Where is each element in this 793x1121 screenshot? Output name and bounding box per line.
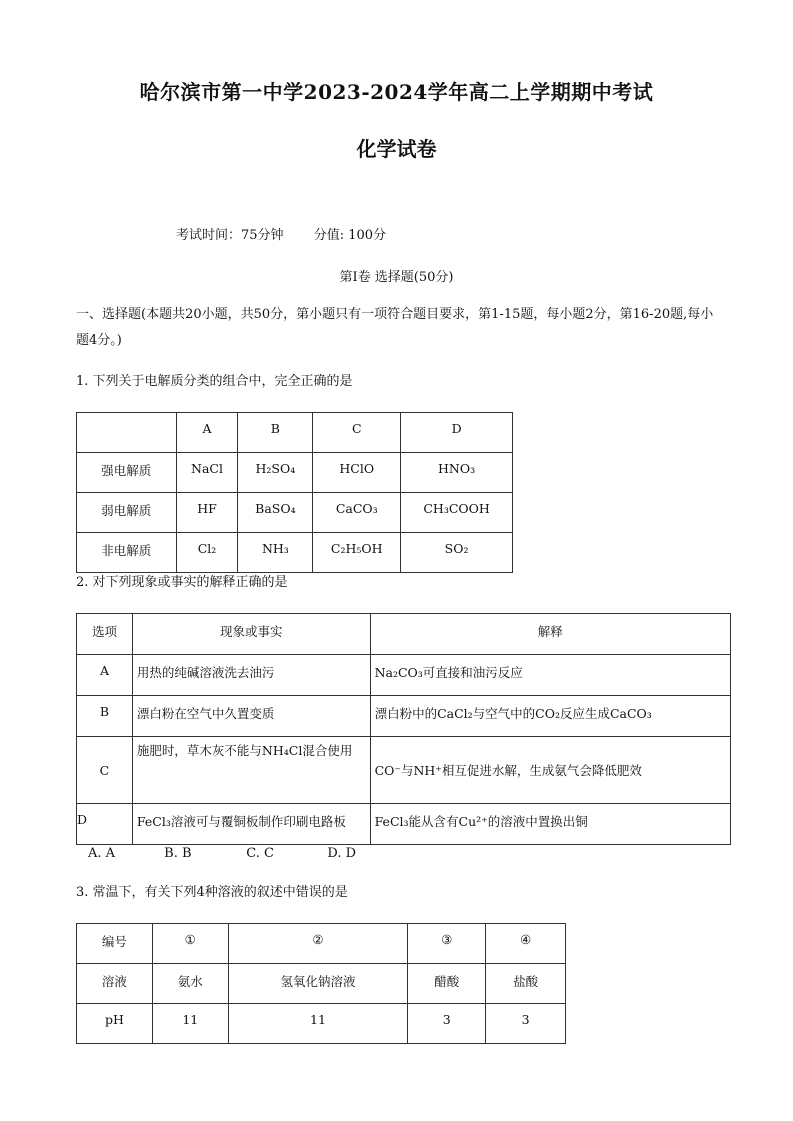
table-row xyxy=(77,696,731,737)
table-row xyxy=(77,1004,566,1044)
table-cell: 非电解质 xyxy=(77,533,177,573)
table-cell: C₂H₅OH xyxy=(313,533,401,573)
table-cell: 施肥时，草木灰不能与NH₄Cl混合使用 xyxy=(132,737,370,804)
table-cell: 氨水 xyxy=(152,964,228,1004)
exam-time: 考试时间：75分钟 xyxy=(176,228,284,243)
table-cell: Na₂CO₃可直接和油污反应 xyxy=(370,655,730,696)
table-cell: D xyxy=(401,413,513,453)
table-cell xyxy=(77,413,177,453)
choice-b: B. B xyxy=(164,846,192,861)
table-cell: 11 xyxy=(228,1004,408,1044)
table-cell: 弱电解质 xyxy=(77,493,177,533)
exam-info xyxy=(176,224,412,243)
table-cell: 3 xyxy=(486,1004,566,1044)
table-cell: CaCO₃ xyxy=(313,493,401,533)
table-header-row xyxy=(77,413,513,453)
table-cell: CO⁻与NH⁺相互促进水解，生成氨气会降低肥效 xyxy=(370,737,730,804)
choice-d: D. D xyxy=(327,846,357,861)
table-cell: 氢氧化钠溶液 xyxy=(228,964,408,1004)
table-cell: HClO xyxy=(313,453,401,493)
table-cell: D xyxy=(77,804,133,845)
table-cell: 强电解质 xyxy=(77,453,177,493)
exam-title: 哈尔滨市第一中学2023-2024学年高二上学期期中考试 xyxy=(139,80,654,104)
table-cell: C xyxy=(77,737,133,804)
table-cell: 3 xyxy=(408,1004,486,1044)
table-cell: BaSO₄ xyxy=(238,493,313,533)
table-cell: 11 xyxy=(152,1004,228,1044)
table-cell: 解释 xyxy=(370,614,730,655)
table-row xyxy=(77,453,513,493)
table-cell: FeCl₃溶液可与覆铜板制作印刷电路板 xyxy=(132,804,370,845)
table-cell: 盐酸 xyxy=(486,964,566,1004)
table-cell: 现象或事实 xyxy=(132,614,370,655)
exam-subtitle: 化学试卷 xyxy=(356,137,437,161)
question-1-table xyxy=(76,412,513,573)
table-cell: FeCl₃能从含有Cu²⁺的溶液中置换出铜 xyxy=(370,804,730,845)
table-cell: 醋酸 xyxy=(408,964,486,1004)
section-title: 第Ⅰ卷 选择题(50分) xyxy=(339,270,454,285)
table-cell: HNO₃ xyxy=(401,453,513,493)
table-row xyxy=(77,737,731,804)
choice-a: A. A xyxy=(88,846,116,861)
table-cell: 漂白粉在空气中久置变质 xyxy=(132,696,370,737)
table-cell: 漂白粉中的CaCl₂与空气中的CO₂反应生成CaCO₃ xyxy=(370,696,730,737)
choice-c: C. C xyxy=(246,846,274,861)
table-cell: NaCl xyxy=(176,453,238,493)
table-cell: NH₃ xyxy=(238,533,313,573)
table-cell: 选项 xyxy=(77,614,133,655)
table-cell: ② xyxy=(228,924,408,964)
table-cell: 用热的纯碱溶液洗去油污 xyxy=(132,655,370,696)
table-row xyxy=(77,655,731,696)
table-cell: B xyxy=(238,413,313,453)
table-cell: CH₃COOH xyxy=(401,493,513,533)
table-cell: B xyxy=(77,696,133,737)
table-cell: A xyxy=(77,655,133,696)
instructions: 一、选择题(本题共20小题，共50分，第小题只有一项符合题目要求，第1-15题，每小题2分，第16-20题,每小题4分。) xyxy=(76,307,714,348)
table-row xyxy=(77,533,513,573)
question-2-table xyxy=(76,613,731,845)
table-cell: 溶液 xyxy=(77,964,153,1004)
table-cell: A xyxy=(176,413,238,453)
table-cell: ④ xyxy=(486,924,566,964)
question-2-choices xyxy=(88,846,356,861)
table-row xyxy=(77,964,566,1004)
table-row xyxy=(77,493,513,533)
table-cell: ③ xyxy=(408,924,486,964)
table-header-row xyxy=(77,614,731,655)
question-2-stem: 2. 对下列现象或事实的解释正确的是 xyxy=(76,575,288,590)
question-3-stem: 3. 常温下，有关下列4种溶液的叙述中错误的是 xyxy=(76,885,348,900)
table-cell: Cl₂ xyxy=(176,533,238,573)
table-cell: pH xyxy=(77,1004,153,1044)
question-3-table xyxy=(76,923,566,1044)
table-cell: ① xyxy=(152,924,228,964)
table-row xyxy=(77,804,731,845)
table-header-row xyxy=(77,924,566,964)
table-cell: HF xyxy=(176,493,238,533)
table-cell: SO₂ xyxy=(401,533,513,573)
table-cell: H₂SO₄ xyxy=(238,453,313,493)
table-cell: C xyxy=(313,413,401,453)
table-cell: 编号 xyxy=(77,924,153,964)
question-1-stem: 1. 下列关于电解质分类的组合中，完全正确的是 xyxy=(76,374,353,389)
exam-score: 分值: 100分 xyxy=(313,228,387,243)
